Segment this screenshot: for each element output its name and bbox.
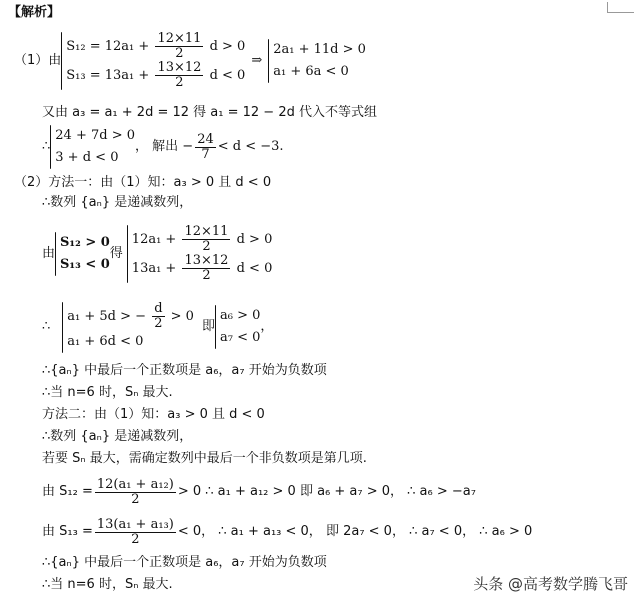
header-label: 【解析】: [8, 5, 61, 20]
sys1-row2-lead: S₁₃ = 13a₁ +: [66, 68, 150, 83]
part1-substitution: 又由 a₃ = a₁ + 2d = 12 得 a₁ = 12 − 2d 代入不等式组: [42, 105, 377, 120]
numerator: 13(a₁ + a₁₃): [96, 516, 174, 532]
system-1-row-2: [66, 61, 245, 90]
left-brace: [127, 225, 128, 283]
system-a-row-1: [67, 302, 194, 331]
method1-ji: 即: [201, 319, 215, 334]
fraction: [95, 518, 176, 547]
system-expanded: [127, 225, 273, 283]
method2-last-positive: ∴{aₙ} 中最后一个正数项是 a₆，a₇ 开始为负数项: [42, 555, 327, 570]
denominator: 2: [154, 315, 163, 331]
denominator: 2: [131, 531, 140, 547]
numerator: 13×12: [184, 253, 229, 268]
therefore-symbol: ∴: [42, 319, 51, 334]
system-b-row-1: a₆ > 0: [219, 308, 261, 323]
system-b-row-2: a₇ < 0: [219, 330, 261, 345]
numerator: 12×11: [157, 31, 202, 46]
system-1-row-1: [66, 32, 245, 61]
line-tail: > 0 ∴ a₁ + a₁₂ > 0 即 a₆ + a₇ > 0， ∴ a₆ > −a₇: [177, 484, 476, 499]
system-3: [50, 125, 135, 169]
system-a-row-2: a₁ + 6d < 0: [67, 333, 144, 349]
s13-condition: S₁₃ < 0: [60, 257, 110, 272]
part1-intro: （1）由: [14, 53, 62, 68]
system-2-row-2: a₁ + 6a < 0: [273, 64, 349, 79]
solve-tail: < d < −3.: [217, 139, 284, 154]
expanded-row-1: [132, 225, 273, 254]
denominator: 2: [175, 75, 184, 90]
row-lead: a₁ + 5d > −: [67, 308, 147, 324]
method2-requirement: 若要 Sₙ 最大，需确定数列中最后一个非负数项是第几项.: [42, 451, 367, 466]
numerator: 13×12: [157, 60, 202, 75]
method1-title: （2）方法一：由（1）知：a₃ > 0 且 d < 0: [14, 175, 272, 190]
left-brace: [215, 305, 216, 349]
sys1-row1-tail: d > 0: [209, 39, 246, 54]
method1-system-block: [42, 216, 272, 292]
row-tail: d < 0: [236, 261, 273, 276]
fraction: [95, 478, 176, 507]
line-lead: 由 S₁₃ =: [42, 524, 93, 539]
left-brace: [268, 39, 269, 83]
sys1-row2-tail: d < 0: [209, 68, 246, 83]
denominator: 2: [175, 46, 184, 61]
system-2: [268, 39, 366, 83]
fraction: [155, 32, 203, 61]
fraction: [182, 225, 230, 254]
fraction: [195, 133, 216, 162]
implies-arrow: ⇒: [251, 53, 263, 68]
part1-system-block: [14, 26, 366, 96]
line-tail: < 0， ∴ a₁ + a₁₃ < 0， 即 2a₇ < 0， ∴ a₇ < 0， ∴ a₆ > 0: [177, 524, 533, 539]
system-1: [61, 32, 245, 90]
numerator: 24: [197, 131, 214, 147]
denominator: 2: [202, 268, 211, 283]
comma: ，: [260, 319, 274, 334]
system-a: [62, 302, 194, 353]
method1-de: 得: [109, 246, 123, 261]
left-brace: [55, 232, 56, 276]
fraction: [182, 254, 230, 283]
left-brace: [62, 302, 63, 353]
denominator: 2: [131, 491, 140, 507]
numerator: 12×11: [184, 224, 229, 239]
solve-lead: ， 解出 −: [135, 139, 194, 154]
system-2-row-1: 2a₁ + 11d > 0: [273, 42, 366, 57]
fraction: [152, 302, 164, 331]
system-3-row-2: 3 + d < 0: [55, 150, 119, 165]
method1-you: 由: [42, 246, 56, 261]
method1-derived-block: [42, 296, 273, 358]
line-lead: 由 S₁₂ =: [42, 484, 93, 499]
method2-decreasing: ∴数列 {aₙ} 是递减数列，: [42, 429, 193, 444]
corner-mark: [607, 2, 634, 13]
system-b: [215, 305, 260, 349]
row-lead: 12a₁ +: [131, 232, 177, 247]
part1-solve-block: [42, 124, 284, 170]
therefore-symbol: ∴: [42, 139, 51, 154]
method2-title: 方法二：由（1）知：a₃ > 0 且 d < 0: [42, 407, 265, 422]
method2-conclusion: ∴当 n=6 时，Sₙ 最大.: [42, 577, 173, 592]
system-s: [55, 232, 110, 276]
watermark: 头条 @高考数学腾飞哥: [473, 575, 628, 593]
method2-line-1: [42, 474, 476, 510]
system-3-row-1: 24 + 7d > 0: [55, 128, 136, 143]
s12-condition: S₁₂ > 0: [60, 235, 110, 250]
numerator: 12(a₁ + a₁₂): [96, 476, 174, 492]
denominator: 7: [201, 146, 210, 162]
left-brace: [50, 125, 51, 169]
method1-decreasing: ∴数列 {aₙ} 是递减数列，: [42, 195, 193, 210]
row-tail: > 0: [170, 308, 194, 324]
method2-line-2: [42, 514, 532, 550]
row-tail: d > 0: [236, 232, 273, 247]
expanded-row-2: [132, 254, 273, 283]
numerator: d: [154, 300, 163, 316]
sys1-row1-lead: S₁₂ = 12a₁ +: [66, 39, 150, 54]
method1-conclusion: ∴当 n=6 时，Sₙ 最大.: [42, 385, 173, 400]
method1-last-positive: ∴{aₙ} 中最后一个正数项是 a₆，a₇ 开始为负数项: [42, 363, 327, 378]
left-brace: [61, 32, 62, 90]
row-lead: 13a₁ +: [131, 261, 177, 276]
fraction: [155, 61, 203, 90]
denominator: 2: [202, 239, 211, 254]
